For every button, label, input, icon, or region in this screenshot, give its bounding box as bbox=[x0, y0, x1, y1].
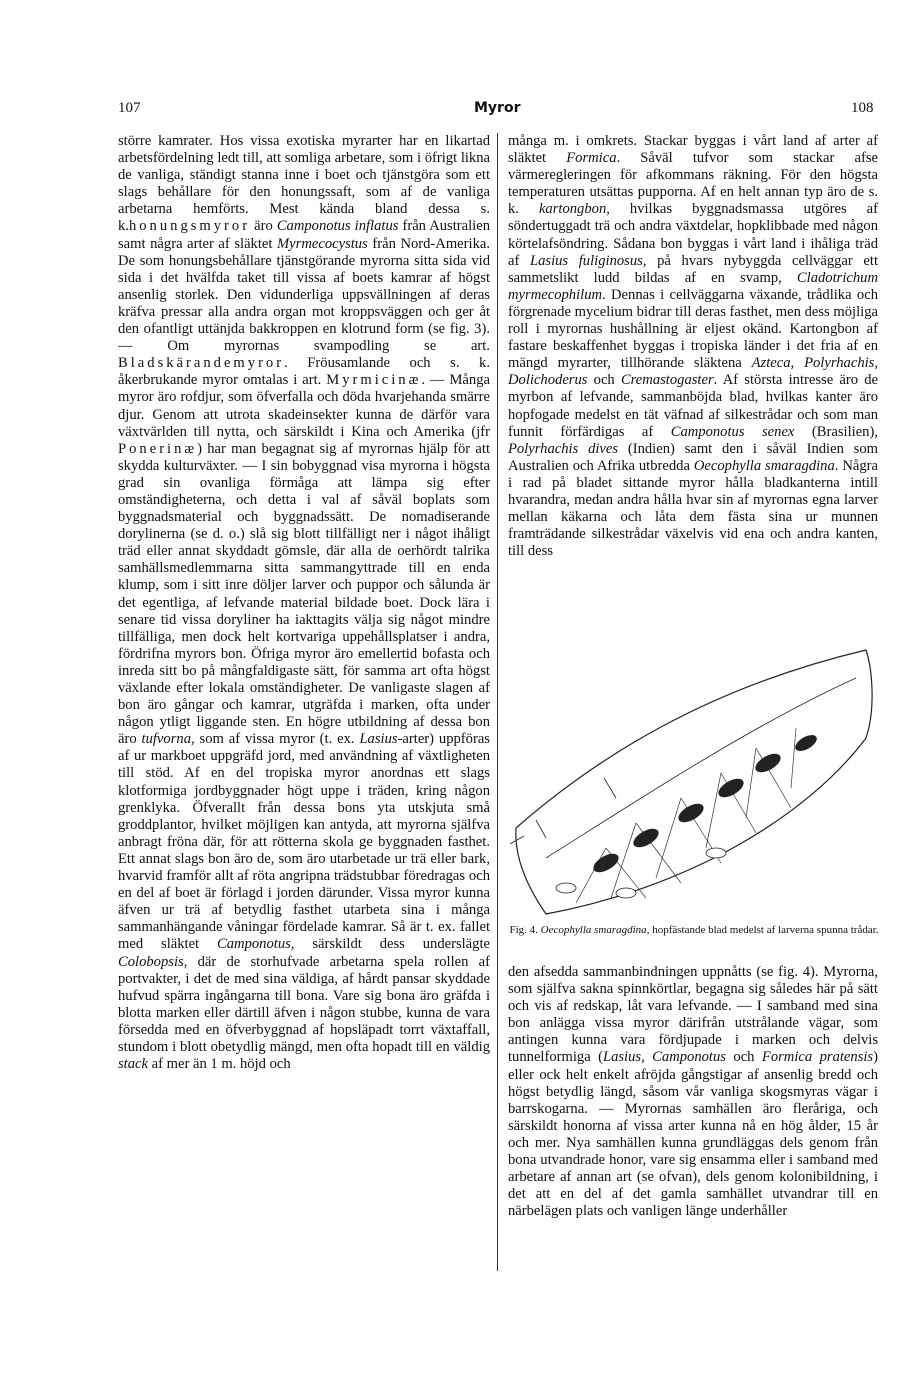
right-paragraph-bottom: den afsedda sammanbindningen uppnåtts (se fig. 4). Myrorna, som själfva sakna spinnkörtlar, begagna sig således här på sätt och vis af redskap, låt vara lefvande. — I samband med sina bon anlägga vissa myror därifrån utstrålande vägar, som antingen kunna vara fördjupade i marken och delvis tunnelformiga (Lasius, Camponotus och Formica pratensis) eller ock helt enkelt afröjda gångstigar af ansenlig bredd och högst betydlig längd, såsom vår vanliga skogsmyras vägar i barrskogarna. — Myrornas samhällen äro fleråriga, och särskildt honorna af vissa arter kunna nå en hög ålder, 15 år och mer. Nya samhällen kunna grundläggas dels genom från bona utvandrade honor, vare sig ensamma eller i samband med arbetare af annan art (se ofvan), dels genom kolonibildning, i det att en del af det gamla samhället utvandrar till en närbelägen plats och vanligen länge underhåller bbox=[508, 964, 878, 1220]
left-column-text bbox=[118, 133, 490, 1073]
figure-caption bbox=[508, 924, 880, 937]
right-paragraph-top: många m. i omkrets. Stackar byggas i vårt land af arter af släktet Formica. Såväl tufvor som stackar afse värmeregleringen för afkommans räkning. För den högsta temperaturen utsättas pupporna. Af en helt annan typ äro de s. k. kartongbon, hvilkas byggnadsmassa utgöres af söndertuggadt trä och andra växtdelar, hopklibbade med någon körtelafsöndring. Sådana bon byggas i vårt land i ihåliga träd af Lasius fuliginosus, på hvars nybyggda cellväggar ett sammetslikt ludd bildas af en svamp, Cladotrichum myrmecophilum. Dennas i cellväggarna växande, trådlika och förgrenade mycelium bidrar till deras fasthet, men dess möjliga roll i myrornas hushållning är eljest okänd. Kartongbon af fastare beskaffenhet byggas i tropiska länder i det fria af en mängd myrarter, tillhörande släktena Azteca, Polyrhachis, Dolichoderus och Cremastogaster. Af största intresse äro de myrbon af lefvande, sammanböjda blad, hvilkas kanter äro hopfogade medelst en tät väfnad af silkestrådar och som man funnit förfärdigas af Camponotus senex (Brasilien), Polyrhachis dives (Indien) samt den i såväl Indien som Australien och Afrika utbredda Oecophylla smaragdina. Några i rad på bladet sittande myror hålla bladkanterna intill hvarandra, medan andra hålla hvar sin af myrornas egna larver mellan käkarna och låta dem fästa sina ur munnen framträdande silkestrådar växelvis vid ena och andra kanten, till dess bbox=[508, 133, 879, 560]
figure-label: Fig. 4. bbox=[509, 924, 538, 936]
right-column-text-top bbox=[508, 133, 878, 560]
left-paragraph: större kamrater. Hos vissa exotiska myrarter har en likartad arbetsfördelning ledt till, att somliga arbetare, som i öfrigt likna de vanliga, ständigt stanna inne i boet och tjänstgöra som ett slags behållare för den honungssaft, som af de vanliga arbetarna hemförts. Mest kända bland dessa s. k.honungsmyror äro Camponotus inflatus från Australien samt några arter af släktet Myrmecocystus från Nord-Amerika. De som honungsbehållare tjänstgörande myrorna sitta sida vid sida i det hvälfda taket till vissa af boets kamrar af högst ansenlig storlek. Den vidunderliga uppsvällningen af deras kräfva pressar alla andra organ mot kroppsväggen och ger åt den ofantligt uttänjda bakkroppen en klotrund form (se fig. 3). — Om myrornas svampodling se art. Bladskärandemyror. Fröusamlande och s. k. åkerbrukande myror omtalas i art. Myrmicinæ. — Många myror äro rofdjur, som öfverfalla och döda hvarjehanda smärre djur. Genom att utrota skadeinsekter kunna de därför vara växtvärlden till nytta, och särskildt i Kina och Amerika (jfr Ponerinæ) har man begagnat sig af myrornas hjälp för att skydda kulturväxter. — I sin bobyggnad visa myrorna i högsta grad sin ovanliga förmåga att lämpa sig efter omständigheterna, och detta i val af såväl boplats som byggnadsmaterial och byggnadssätt. De nomadiserande dorylinerna (se d. o.) slå sig blott tillfälligt ner i något ihåligt träd eller annat skyddadt gömsle, där alla de oerhördt talrika samhällsmedlemmarna sitta sammangyttrade till en enda klump, som i sitt inre döljer larver och puppor och sålunda är det egentliga, af lefvande material bildade boet. Dock lära i senare tid vissa doryliner ha iakttagits välja sig något mindre tillfälliga, men dock helt kortvariga uppehållsplatser i andra, fördrifna myrors bon. Öfriga myror äro emellertid bofasta och inreda sitt bo på mångfaldigaste sätt, för samma art ofta högst växlande efter lokala omständigheter. De vanligaste slagen af bon äro gångar och kamrar, utgräfda i marken, ofta under någon ytligt liggande sten. En högre utbildning af dessa bon äro tufvorna, som af vissa myror (t. ex. Lasius-arter) uppföras af ur markboet uppgräfd jord, med användning af växtligheten till stöd. Af en del tropiska myror anordnas ett slags klotformiga jordbyggnader högt uppe i träden, kring någon grenklyka. Öfverallt från dessa bons yta utskjuta små groddplantor, hvilket möjligen kan antyda, att myrorna själfva anbragt fröna där, för att rötterna skola ge byggnaden fasthet. Ett annat slags bon äro de, som äro utarbetade ur trä eller bark, hvarvid framför allt af röta angripna trädstubbar föredragas och en del af boet är förlagd i jorden därunder. Vissa myror kunna äfven ur trä af betydlig fasthet utarbeta sina i många sammanhängande våningar fördelade kamrar. Så är t. ex. fallet med släktet Camponotus, särskildt dess underslägte Colobopsis, där de storhufvade arbetarna spela rollen af portvakter, i det de med sina väldiga, af hårdt pansar skyddade hufvud spärra ingångarna till bona. Vare sig bona äro gräfda i blotta marken eller därtill äfven i någon stubbe, kunna de vara försedda med en öfverbyggnad af hopsläpadt torrt växtaffall, stundom i blott obetydlig mängd, men ofta hopadt till en väldig stack af mer än 1 m. höjd och bbox=[118, 133, 490, 1073]
figure-leaf-illustration bbox=[506, 648, 878, 918]
right-column-text-bottom bbox=[508, 964, 878, 1220]
figure-caption-text: , hopfästande blad medelst af larverna spunna trådar. bbox=[646, 924, 879, 936]
figure-species: Oecophylla smaragdina bbox=[540, 924, 647, 936]
page-number-right: 108 bbox=[851, 100, 874, 116]
running-title: Myror bbox=[474, 100, 521, 116]
page-number-left: 107 bbox=[118, 100, 141, 116]
column-divider bbox=[497, 133, 498, 1271]
